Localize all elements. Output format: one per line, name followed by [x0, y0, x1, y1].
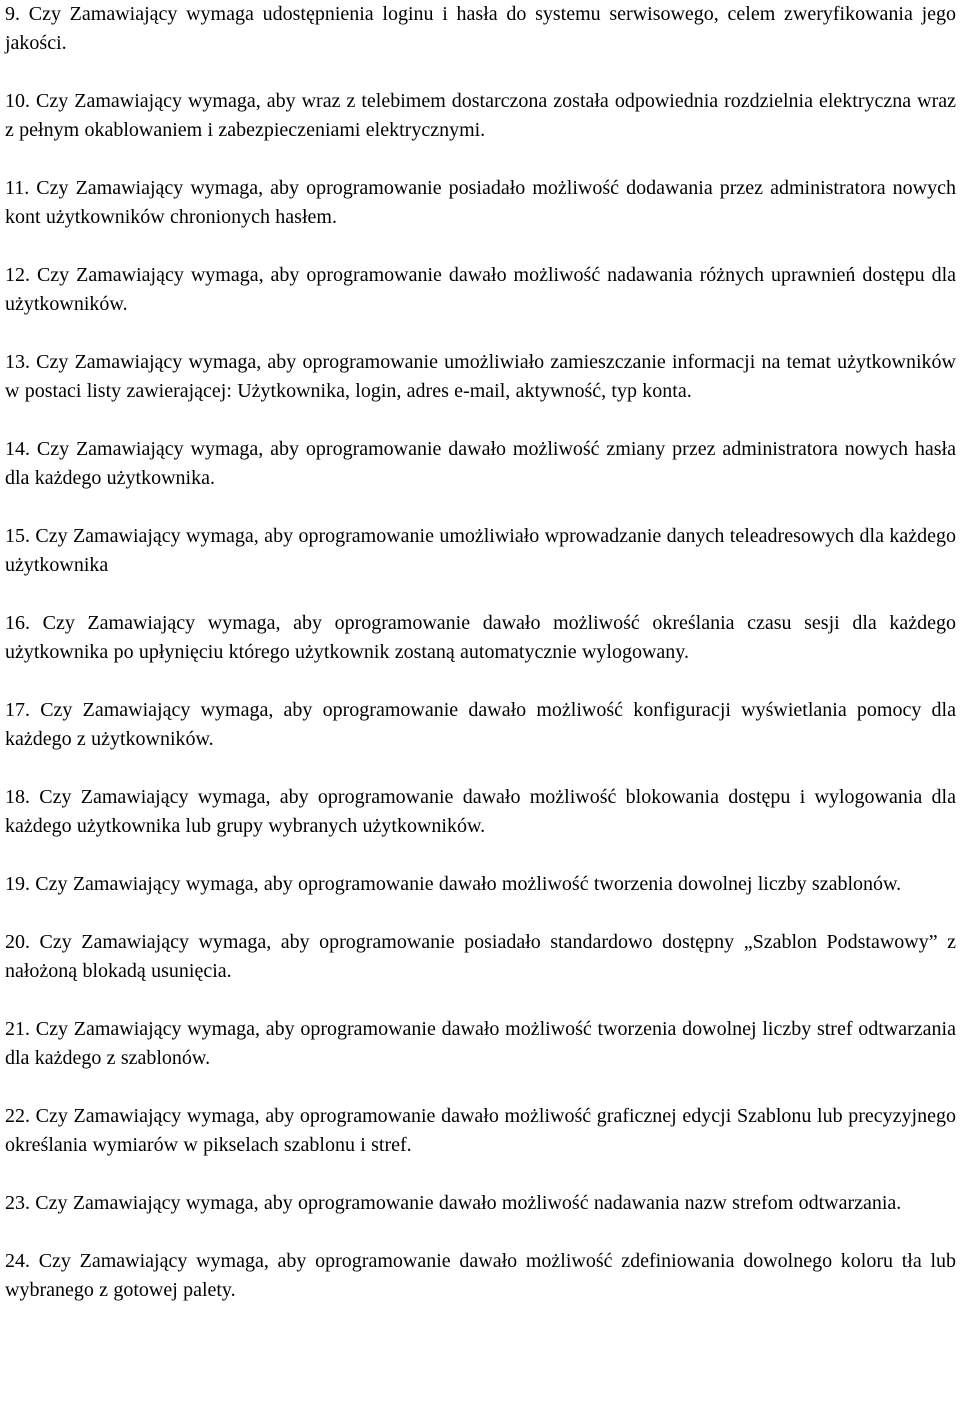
question-16: 16. Czy Zamawiający wymaga, aby oprogramowanie dawało możliwość określania czasu sesji dla każdego użytkownika po upłynięciu którego użytkownik zostaną automatycznie wylogowany.	[5, 612, 956, 663]
question-14: 14. Czy Zamawiający wymaga, aby oprogramowanie dawało możliwość zmiany przez administratora nowych hasła dla każdego użytkownika.	[5, 438, 956, 489]
question-22: 22. Czy Zamawiający wymaga, aby oprogramowanie dawało możliwość graficznej edycji Szablonu lub precyzyjnego określania wymiarów w pikselach szablonu i stref.	[5, 1105, 956, 1156]
paragraph-spacer	[5, 1218, 956, 1247]
paragraph-spacer	[5, 899, 956, 928]
question-24: 24. Czy Zamawiający wymaga, aby oprogramowanie dawało możliwość zdefiniowania dowolnego koloru tła lub wybranego z gotowej palety.	[5, 1250, 956, 1301]
paragraph-spacer	[5, 1160, 956, 1189]
paragraph-spacer	[5, 145, 956, 174]
paragraph-spacer	[5, 841, 956, 870]
question-13: 13. Czy Zamawiający wymaga, aby oprogramowanie umożliwiało zamieszczanie informacji na temat użytkowników w postaci listy zawierającej: Użytkownika, login, adres e-mail, aktywność, typ konta.	[5, 351, 956, 402]
question-21: 21. Czy Zamawiający wymaga, aby oprogramowanie dawało możliwość tworzenia dowolnej liczby stref odtwarzania dla każdego z szablonów.	[5, 1018, 956, 1069]
paragraph-spacer	[5, 58, 956, 87]
question-10: 10. Czy Zamawiający wymaga, aby wraz z telebimem dostarczona została odpowiednia rozdzielnia elektryczna wraz z pełnym okablowaniem i zabezpieczeniami elektrycznymi.	[5, 90, 956, 141]
question-19: 19. Czy Zamawiający wymaga, aby oprogramowanie dawało możliwość tworzenia dowolnej liczby szablonów.	[5, 873, 902, 895]
paragraph-spacer	[5, 493, 956, 522]
paragraph-spacer	[5, 580, 956, 609]
question-15: 15. Czy Zamawiający wymaga, aby oprogramowanie umożliwiało wprowadzanie danych teleadresowych dla każdego użytkownika	[5, 525, 956, 576]
paragraph-spacer	[5, 986, 956, 1015]
question-17: 17. Czy Zamawiający wymaga, aby oprogramowanie dawało możliwość konfiguracji wyświetlania pomocy dla każdego z użytkowników.	[5, 699, 956, 750]
paragraph-spacer	[5, 406, 956, 435]
question-9: 9. Czy Zamawiający wymaga udostępnienia loginu i hasła do systemu serwisowego, celem zweryfikowania jego jakości.	[5, 3, 956, 54]
paragraph-spacer	[5, 319, 956, 348]
paragraph-spacer	[5, 232, 956, 261]
paragraph-spacer	[5, 667, 956, 696]
paragraph-spacer	[5, 1073, 956, 1102]
paragraph-spacer	[5, 754, 956, 783]
question-18: 18. Czy Zamawiający wymaga, aby oprogramowanie dawało możliwość blokowania dostępu i wylogowania dla każdego użytkownika lub grupy wybranych użytkowników.	[5, 786, 956, 837]
question-12: 12. Czy Zamawiający wymaga, aby oprogramowanie dawało możliwość nadawania różnych uprawnień dostępu dla użytkowników.	[5, 264, 956, 315]
question-11: 11. Czy Zamawiający wymaga, aby oprogramowanie posiadało możliwość dodawania przez administratora nowych kont użytkowników chronionych hasłem.	[5, 177, 956, 228]
question-20: 20. Czy Zamawiający wymaga, aby oprogramowanie posiadało standardowo dostępny „Szablon Podstawowy” z nałożoną blokadą usunięcia.	[5, 931, 956, 982]
question-23: 23. Czy Zamawiający wymaga, aby oprogramowanie dawało możliwość nadawania nazw strefom odtwarzania.	[5, 1192, 902, 1214]
